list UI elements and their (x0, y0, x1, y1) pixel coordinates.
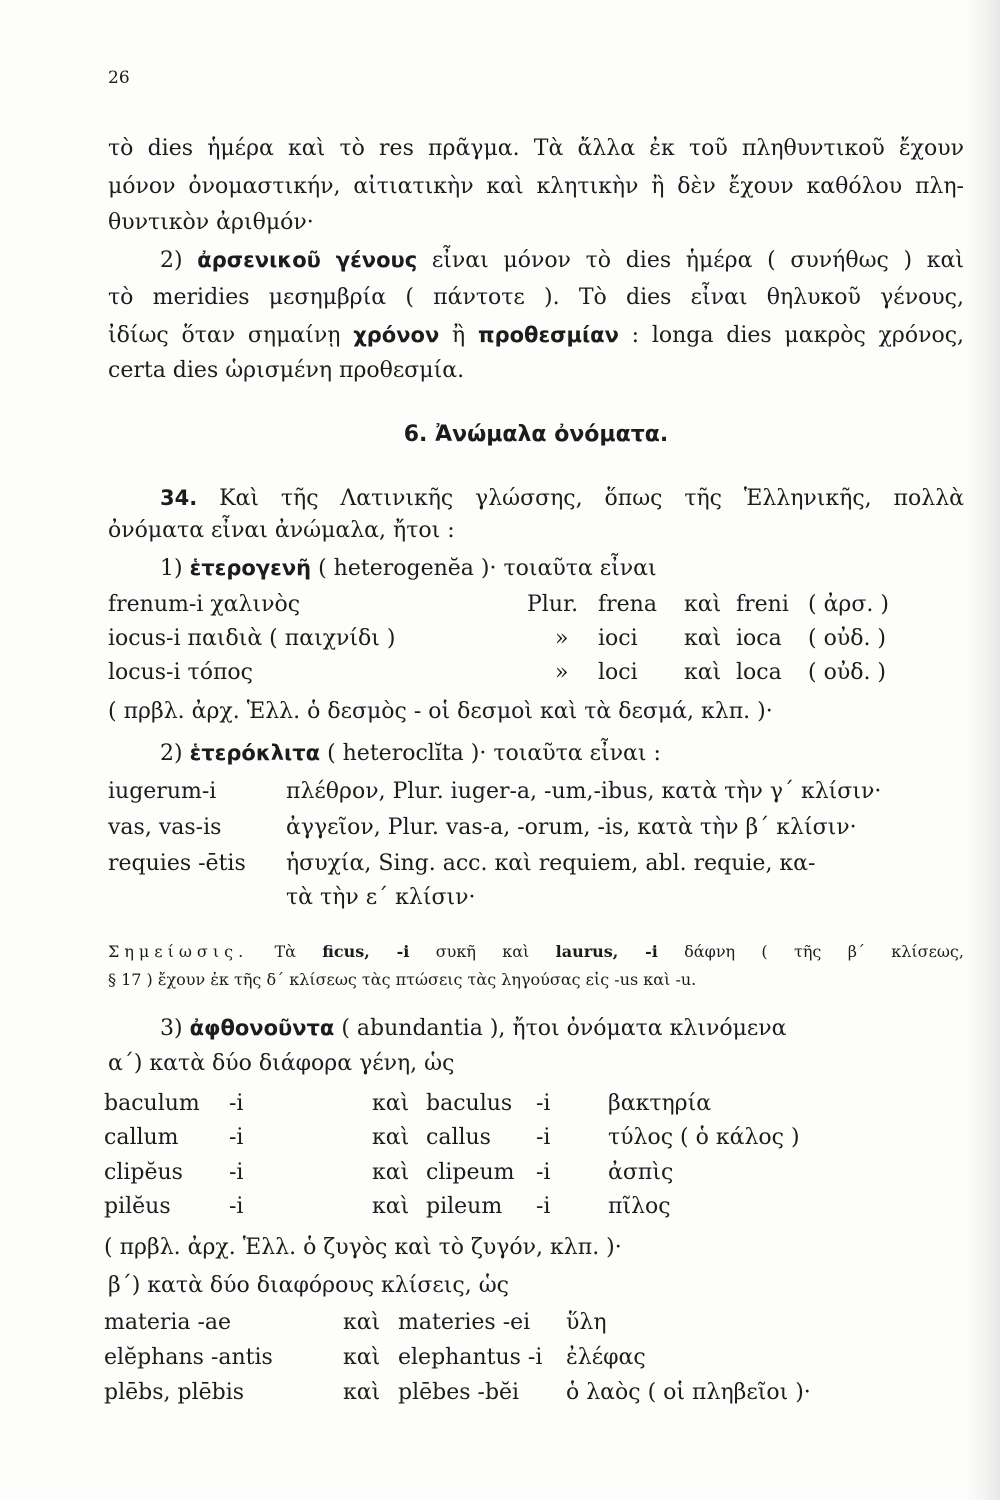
heteroclita-cont (0, 881, 1000, 915)
cell: ioca (736, 626, 782, 651)
cell: καὶ (372, 1091, 410, 1116)
bold-term: προθεσμίαν (477, 323, 619, 347)
cell: pilĕus (104, 1194, 171, 1219)
heterogene-row (0, 588, 1000, 622)
abundantia-row (0, 1376, 1000, 1410)
abundantia-compare: ( πρβλ. ἀρχ. Ἑλλ. ὁ ζυγὸς καὶ τὸ ζυγόν, κλπ. )· (104, 1235, 622, 1260)
bold-term: ἀφθονοῦντα (189, 1016, 335, 1040)
cell: -i (536, 1125, 551, 1150)
para2-line-3 (108, 320, 964, 351)
heterogene-row (0, 622, 1000, 656)
cell: elĕphans -antis (104, 1345, 273, 1370)
para1-line-2: μόνον ὀνομαστικήν, αἰτιατικὴν καὶ κλητικὴν ἢ δὲν ἔχουν καθόλου πλη- (108, 174, 964, 199)
abundantia-row (0, 1121, 1000, 1155)
cell: plēbs, plēbis (104, 1380, 245, 1405)
note-term: ficus, -i (322, 942, 410, 961)
cell: καὶ (684, 660, 722, 685)
cell: loca (736, 660, 782, 685)
cell: iocus-i παιδιὰ ( παιχνίδι ) (108, 626, 396, 651)
cell: locus-i τόπος (108, 660, 253, 685)
heterogene-heading (108, 553, 964, 584)
para2-line-2: τὸ meridies μεσημβρία ( πάντοτε ). Τὸ dies εἶναι θηλυκοῦ γένους, (108, 285, 964, 310)
heteroclita-row (0, 775, 1000, 809)
abundantia-sub-b: β΄) κατὰ δύο διαφόρους κλίσεις, ὡς (108, 1273, 509, 1298)
para2-text: : longa dies μακρὸς χρόνος, (631, 323, 965, 348)
heterogene-row (0, 656, 1000, 690)
cell: materies -ei (398, 1310, 531, 1335)
item-number: 2) (160, 741, 183, 766)
cell: baculus (426, 1091, 513, 1116)
heterogene-compare: ( πρβλ. ἀρχ. Ἑλλ. ὁ δεσμὸς - οἱ δεσμοὶ καὶ τὰ δεσμά, κλπ. )· (108, 699, 773, 724)
cell: ὕλη (566, 1310, 607, 1335)
note-line-1 (108, 939, 964, 965)
cell: plēbes -bĕi (398, 1380, 520, 1405)
cell: -i (229, 1194, 244, 1219)
cell: -i (536, 1091, 551, 1116)
cell: τύλος ( ὁ κάλος ) (608, 1125, 800, 1150)
note-label: Σημείωσις. (108, 942, 249, 961)
bold-term: χρόνον (353, 323, 440, 347)
cell: καὶ (343, 1345, 381, 1370)
para34-line-2: ὀνόματα εἶναι ἀνώμαλα, ἤτοι : (108, 518, 455, 543)
abundantia-sub-a: α΄) κατὰ δύο διάφορα γένη, ὡς (108, 1051, 455, 1076)
cell: καὶ (343, 1380, 381, 1405)
abundantia-row (0, 1156, 1000, 1190)
para2-text: ἢ (452, 323, 466, 348)
cell: » (555, 660, 569, 685)
cell: ( ἀρσ. ) (808, 592, 889, 617)
cell: clipĕus (104, 1160, 183, 1185)
abundantia-row (0, 1087, 1000, 1121)
cell: materia -ae (104, 1310, 232, 1335)
cell: elephantus -i (398, 1345, 543, 1370)
bold-term: ἑτερόκλιτα (189, 741, 321, 765)
heading-text: ( heterogenĕa )· τοιαῦτα εἶναι (318, 556, 657, 581)
cell: ἐλέφας (566, 1345, 646, 1370)
para34-text: Καὶ τῆς Λατινικῆς γλώσσης, ὅπως τῆς Ἑλληνικῆς, πολλὰ (219, 486, 964, 511)
note-term: laurus, -i (555, 942, 658, 961)
cell: iugerum-i (108, 779, 217, 804)
cell: » (555, 626, 569, 651)
para2-text: ἰδίως ὅταν σημαίνῃ (108, 323, 341, 348)
cell: ἡσυχία, Sing. acc. καὶ requiem, abl. requie, κα- (286, 851, 816, 876)
cell: καὶ (684, 626, 722, 651)
cell: Plur. (527, 592, 579, 617)
para1-line-1: τὸ dies ἡμέρα καὶ τὸ res πρᾶγμα. Τὰ ἄλλα ἐκ τοῦ πληθυντικοῦ ἔχουν (108, 136, 964, 161)
para34-line-1 (108, 483, 964, 514)
cell: καὶ (684, 592, 722, 617)
cell: καὶ (372, 1125, 410, 1150)
cell: -i (229, 1091, 244, 1116)
cell: vas, vas-is (108, 815, 222, 840)
cell: freni (736, 592, 789, 617)
cell: ( οὐδ. ) (808, 626, 887, 651)
cell: loci (598, 660, 638, 685)
page-number: 26 (108, 68, 130, 88)
item-number: 3) (160, 1016, 183, 1041)
cell: καὶ (343, 1310, 381, 1335)
abundantia-row (0, 1306, 1000, 1340)
bold-term: ἀρσενικοῦ γένους (197, 248, 418, 272)
note-line-2: § 17 ) ἔχουν ἐκ τῆς δ΄ κλίσεως τὰς πτώσεις τὰς ληγούσας εἰς -us καὶ -u. (108, 970, 697, 989)
item-number: 2) (160, 248, 183, 273)
cell: frena (598, 592, 657, 617)
cell: -i (229, 1160, 244, 1185)
cell: baculum (104, 1091, 200, 1116)
cell: πλέθρον, Plur. iuger-a, -um,-ibus, κατὰ τὴν γ΄ κλίσιν· (286, 779, 882, 804)
cell: τὰ τὴν ε΄ κλίσιν· (286, 885, 476, 910)
cell: -i (536, 1160, 551, 1185)
cell: clipeum (426, 1160, 515, 1185)
cell: requies -ētis (108, 851, 246, 876)
cell: ( οὐδ. ) (808, 660, 887, 685)
page-edge-shadow (964, 0, 1000, 1500)
abundantia-heading (108, 1013, 964, 1044)
heteroclita-row (0, 811, 1000, 845)
cell: callus (426, 1125, 491, 1150)
cell: πῖλος (608, 1194, 671, 1219)
abundantia-row (0, 1341, 1000, 1375)
cell: βακτηρία (608, 1091, 712, 1116)
para2-line-4: certa dies ὡρισμένη προθεσμία. (108, 358, 465, 383)
cell: ὁ λαὸς ( οἱ πληβεῖοι )· (566, 1380, 811, 1405)
cell: -i (536, 1194, 551, 1219)
cell: frenum-i χαλινὸς (108, 592, 301, 617)
cell: καὶ (372, 1160, 410, 1185)
note-text: συκῆ καὶ (435, 942, 530, 961)
section-number: 34. (160, 486, 198, 510)
cell: -i (229, 1125, 244, 1150)
heading-text: ( abundantia ), ἤτοι ὀνόματα κλινόμενα (341, 1016, 787, 1041)
cell: καὶ (372, 1194, 410, 1219)
heading-text: ( heteroclĭta )· τοιαῦτα εἶναι : (327, 741, 661, 766)
section-title: 6. Ἀνώμαλα ὀνόματα. (403, 422, 669, 447)
cell: callum (104, 1125, 179, 1150)
para1-line-3: θυντικὸν ἀριθμόν· (108, 210, 314, 235)
cell: ioci (598, 626, 638, 651)
heteroclita-row (0, 847, 1000, 881)
cell: pileum (426, 1194, 503, 1219)
para2-line-1 (108, 245, 964, 276)
note-text: Τὰ (274, 942, 296, 961)
abundantia-row (0, 1190, 1000, 1224)
para2-text: εἶναι μόνον τὸ dies ἡμέρα ( συνήθως ) καὶ (431, 248, 965, 273)
note-text: δάφνη ( τῆς β΄ κλίσεως, (684, 942, 964, 961)
cell: ἀσπὶς (608, 1160, 674, 1185)
cell: ἀγγεῖον, Plur. vas-a, -orum, -is, κατὰ τὴν β΄ κλίσιν· (286, 815, 857, 840)
bold-term: ἑτερογενῆ (189, 556, 312, 580)
heteroclita-heading (108, 738, 964, 769)
item-number: 1) (160, 556, 183, 581)
